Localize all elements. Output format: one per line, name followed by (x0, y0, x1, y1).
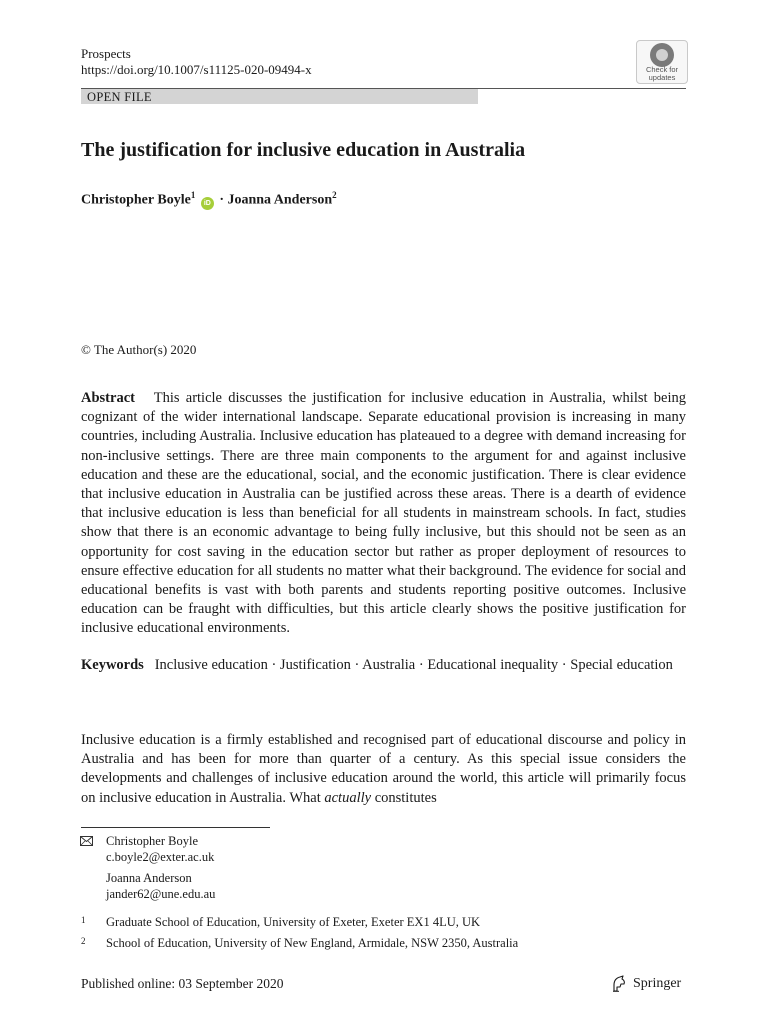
author-name[interactable]: Christopher Boyle (81, 192, 191, 208)
correspondence-author-1 (106, 834, 214, 865)
springer-horse-icon (611, 975, 627, 992)
keywords (81, 656, 686, 675)
affiliation-2 (81, 934, 86, 954)
affiliation-1-text: Graduate School of Education, University of Exeter, Exeter EX1 4LU, UK (106, 915, 481, 929)
orcid-icon[interactable]: iD (201, 197, 214, 210)
doi-link[interactable]: https://doi.org/10.1007/s11125-020-09494-x (81, 62, 312, 77)
abstract (81, 389, 686, 639)
body-emphasis: actually (324, 789, 372, 806)
keywords-text: Inclusive education · Justification · Australia · Educational inequality · Special education (154, 657, 673, 673)
copyright-notice: © The Author(s) 2020 (81, 342, 197, 357)
affiliation-2-text: School of Education, University of New England, Armidale, NSW 2350, Australia (106, 936, 519, 950)
footnote-rule (81, 827, 270, 828)
correspondence-name: Christopher Boyle (106, 834, 199, 848)
journal-name: Prospects (81, 46, 131, 61)
abstract-label: Abstract (81, 390, 135, 406)
section-label: OPEN FILE (87, 90, 152, 104)
correspondence-author-2 (106, 871, 215, 902)
keywords-label: Keywords (81, 657, 144, 673)
publisher-logo[interactable]: Springer (633, 976, 682, 991)
affiliation-1 (81, 913, 86, 933)
author-list (81, 186, 337, 210)
author-separator: · (219, 192, 224, 208)
published-date: Published online: 03 September 2020 (81, 976, 284, 991)
correspondence-name: Joanna Anderson (106, 871, 192, 885)
body-text: Inclusive education is a firmly established and recognised part of educational discourse and policy in Australia and has been for more than quarter of a century. As this special issue considers the developments and challenges of inclusive education around the world, this article will primarily focus on inclusive education in Australia. What (81, 732, 686, 806)
affiliation-number: 1 (81, 915, 86, 925)
abstract-text: This article discusses the justification for inclusive education in Australia, whilst being cognizant of the wider international landscape. Separate educational provision is increasing in many countries, including Australia. Inclusive education has plateaued to a degree with demand increasing for non-inclusive settings. There are three main components to the argument for and against inclusive education and these are the educational, social, and the economic justification. There is clear evidence that inclusive education in Australia can be justified across these areas. There is a dearth of evidence that inclusive education is less than beneficial for all students in mainstream schools. In fact, studies show that there is an economic advantage to being fully inclusive, but this should not be seen as an opportunity for cost saving in the education sector but rather as proper deployment of resources to ensure effective education for all students no matter what their background. The evidence for social and educational benefits is vast with both parents and students reporting positive outcomes. Inclusive education can be fraught with difficulties, but this article clearly shows the positive justification for inclusive educational environments. (81, 390, 686, 637)
author-name[interactable]: Joanna Anderson (227, 192, 333, 208)
correspondence-email[interactable]: jander62@une.edu.au (106, 886, 216, 901)
check-for-updates-badge[interactable] (636, 40, 688, 84)
body-text-continued: constitutes (374, 789, 437, 806)
updates-icon (650, 43, 674, 67)
affiliation-marker: 1 (190, 190, 196, 200)
badge-line-2: updates (648, 73, 676, 82)
badge-line-1: Check for (645, 65, 679, 74)
email-icon (80, 836, 93, 846)
affiliation-number: 2 (81, 936, 86, 946)
correspondence-email[interactable]: c.boyle2@exter.ac.uk (106, 849, 215, 864)
body-paragraph (81, 731, 686, 808)
affiliation-marker: 2 (332, 190, 337, 200)
article-title: The justification for inclusive education in Australia (81, 139, 526, 161)
